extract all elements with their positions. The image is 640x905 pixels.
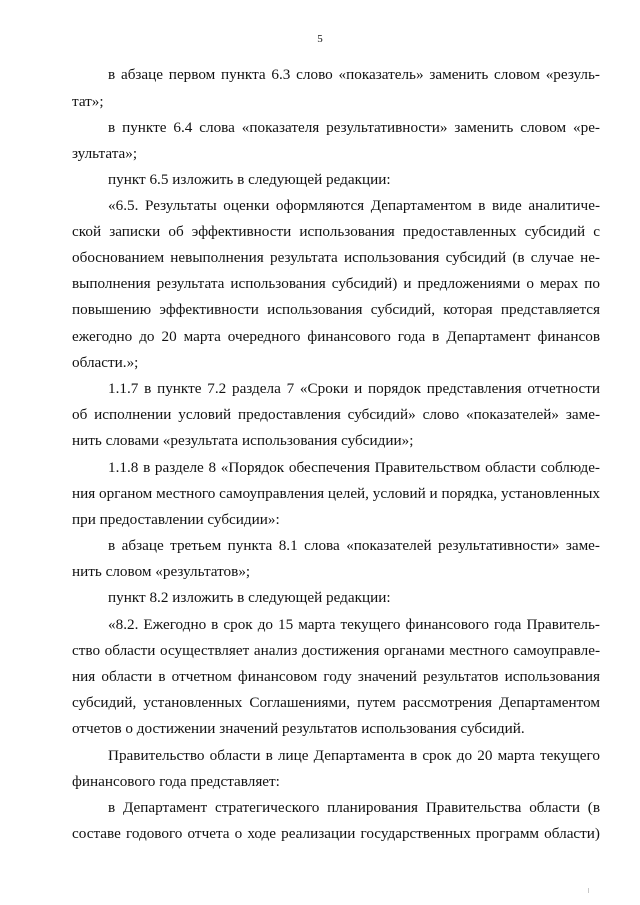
scan-mark	[588, 888, 589, 893]
text-line: нить словом «результатов»;	[72, 563, 251, 580]
text-line: при предоставлении субсидии»:	[72, 511, 280, 528]
text-line: ской записки об эффективности использования предоставленных субсидий с	[72, 223, 600, 240]
text-line: ния органом местного самоуправления целей, условий и порядка, установленных	[72, 485, 600, 502]
text-line: отчетов о достижении значений результатов использования субсидий.	[72, 720, 525, 737]
text-line: об исполнении условий предоставления субсидий» слово «показателей» заме-	[72, 406, 600, 423]
text-line: 1.1.7 в пункте 7.2 раздела 7 «Сроки и порядок представления отчетности	[108, 380, 600, 397]
text-line: области.»;	[72, 354, 139, 371]
text-line: в Департамент стратегического планирования Правительства области (в	[108, 799, 600, 816]
text-line: выполнения результата использования субсидий) и предложениями о мерах по	[72, 275, 600, 292]
text-line: «6.5. Результаты оценки оформляются Департаментом в виде аналитиче-	[108, 197, 600, 214]
text-line: Правительство области в лице Департамента в срок до 20 марта текущего	[108, 747, 600, 764]
text-line: обоснованием невыполнения результата использования субсидий (в случае не-	[72, 249, 600, 266]
text-line: в абзаце первом пункта 6.3 слово «показатель» заменить словом «резуль-	[108, 66, 600, 83]
text-line: ежегодно до 20 марта очередного финансового года в Департамент финансов	[72, 328, 600, 345]
text-line: 1.1.8 в разделе 8 «Порядок обеспечения Правительством области соблюде-	[108, 459, 600, 476]
text-line: пункт 8.2 изложить в следующей редакции:	[108, 589, 391, 606]
text-line: ство области осуществляет анализ достижения органами местного самоуправле-	[72, 642, 600, 659]
text-line: в абзаце третьем пункта 8.1 слова «показателей результативности» заме-	[108, 537, 600, 554]
text-line: ния области в отчетном финансовом году значений результатов использования	[72, 668, 600, 685]
text-line: зультата»;	[72, 145, 138, 162]
text-line: в пункте 6.4 слова «показателя результативности» заменить словом «ре-	[108, 119, 600, 136]
text-line: повышению эффективности использования субсидий, которая представляется	[72, 301, 600, 318]
text-line: финансового года представляет:	[72, 773, 280, 790]
page-number: 5	[317, 33, 323, 45]
text-line: субсидий, установленных Соглашениями, путем рассмотрения Департаментом	[72, 694, 600, 711]
text-line: «8.2. Ежегодно в срок до 15 марта текущего финансового года Правитель-	[108, 616, 600, 633]
text-line: составе годового отчета о ходе реализации государственных программ области)	[72, 825, 600, 842]
text-line: пункт 6.5 изложить в следующей редакции:	[108, 171, 391, 188]
text-line: нить словами «результата использования субсидии»;	[72, 432, 414, 449]
text-line: тат»;	[72, 93, 104, 110]
